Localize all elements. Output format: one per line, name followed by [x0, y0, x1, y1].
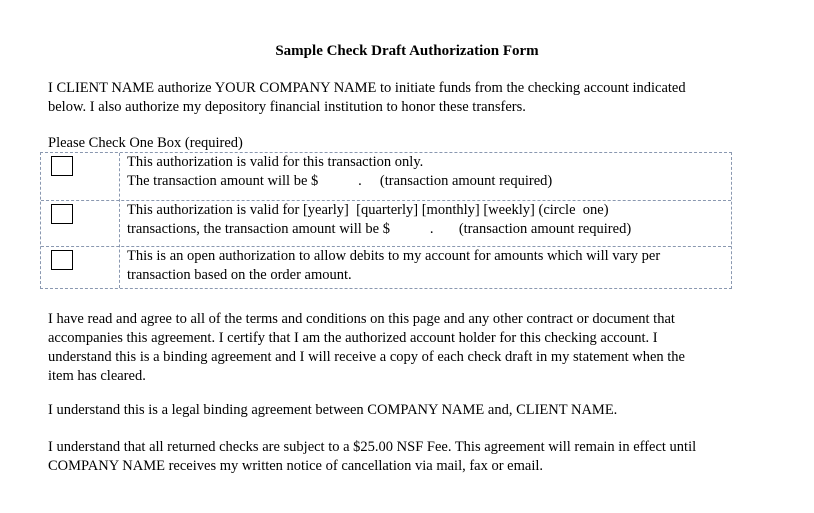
intro-paragraph — [48, 79, 768, 117]
option-text — [127, 201, 727, 239]
options-table — [40, 152, 732, 289]
option-text — [127, 247, 727, 285]
legal-paragraph: I understand this is a legal binding agreement between COMPANY NAME and, CLIENT NAME. — [48, 402, 618, 418]
option-row-single — [41, 153, 731, 200]
option-checkbox-open[interactable] — [51, 250, 73, 270]
nsf-paragraph — [48, 438, 768, 476]
option-line: The transaction amount will be $ . (transaction amount required) — [127, 173, 553, 189]
choose-label: Please Check One Box (required) — [48, 135, 243, 151]
agreement-line: understand this is a binding agreement and I will receive a copy of each check draft in my statement when the — [48, 349, 685, 365]
option-line: This authorization is valid for [yearly] [quarterly] [monthly] [weekly] (circle one) — [127, 202, 609, 218]
option-checkbox-recurring[interactable] — [51, 204, 73, 224]
option-text — [127, 153, 727, 191]
agreement-line: I have read and agree to all of the terms and conditions on this page and any other contract or document that — [48, 311, 675, 327]
intro-line: below. I also authorize my depository financial institution to honor these transfers. — [48, 99, 526, 115]
nsf-line: COMPANY NAME receives my written notice of cancellation via mail, fax or email. — [48, 458, 544, 474]
option-line: This authorization is valid for this transaction only. — [127, 154, 424, 170]
form-title: Sample Check Draft Authorization Form — [275, 43, 539, 59]
option-line: This is an open authorization to allow debits to my account for amounts which will vary per — [127, 248, 661, 264]
intro-line: I CLIENT NAME authorize YOUR COMPANY NAME to initiate funds from the checking account indicated — [48, 80, 686, 96]
agreement-paragraph — [48, 310, 768, 386]
nsf-line: I understand that all returned checks are subject to a $25.00 NSF Fee. This agreement will remain in effect until — [48, 439, 697, 455]
option-line: transactions, the transaction amount will be $ . (transaction amount required) — [127, 221, 632, 237]
agreement-line: accompanies this agreement. I certify that I am the authorized account holder for this checking account. I — [48, 330, 658, 346]
option-line: transaction based on the order amount. — [127, 267, 352, 283]
option-row-open — [41, 246, 731, 288]
option-checkbox-single[interactable] — [51, 156, 73, 176]
agreement-line: item has cleared. — [48, 368, 146, 384]
option-row-recurring — [41, 200, 731, 246]
